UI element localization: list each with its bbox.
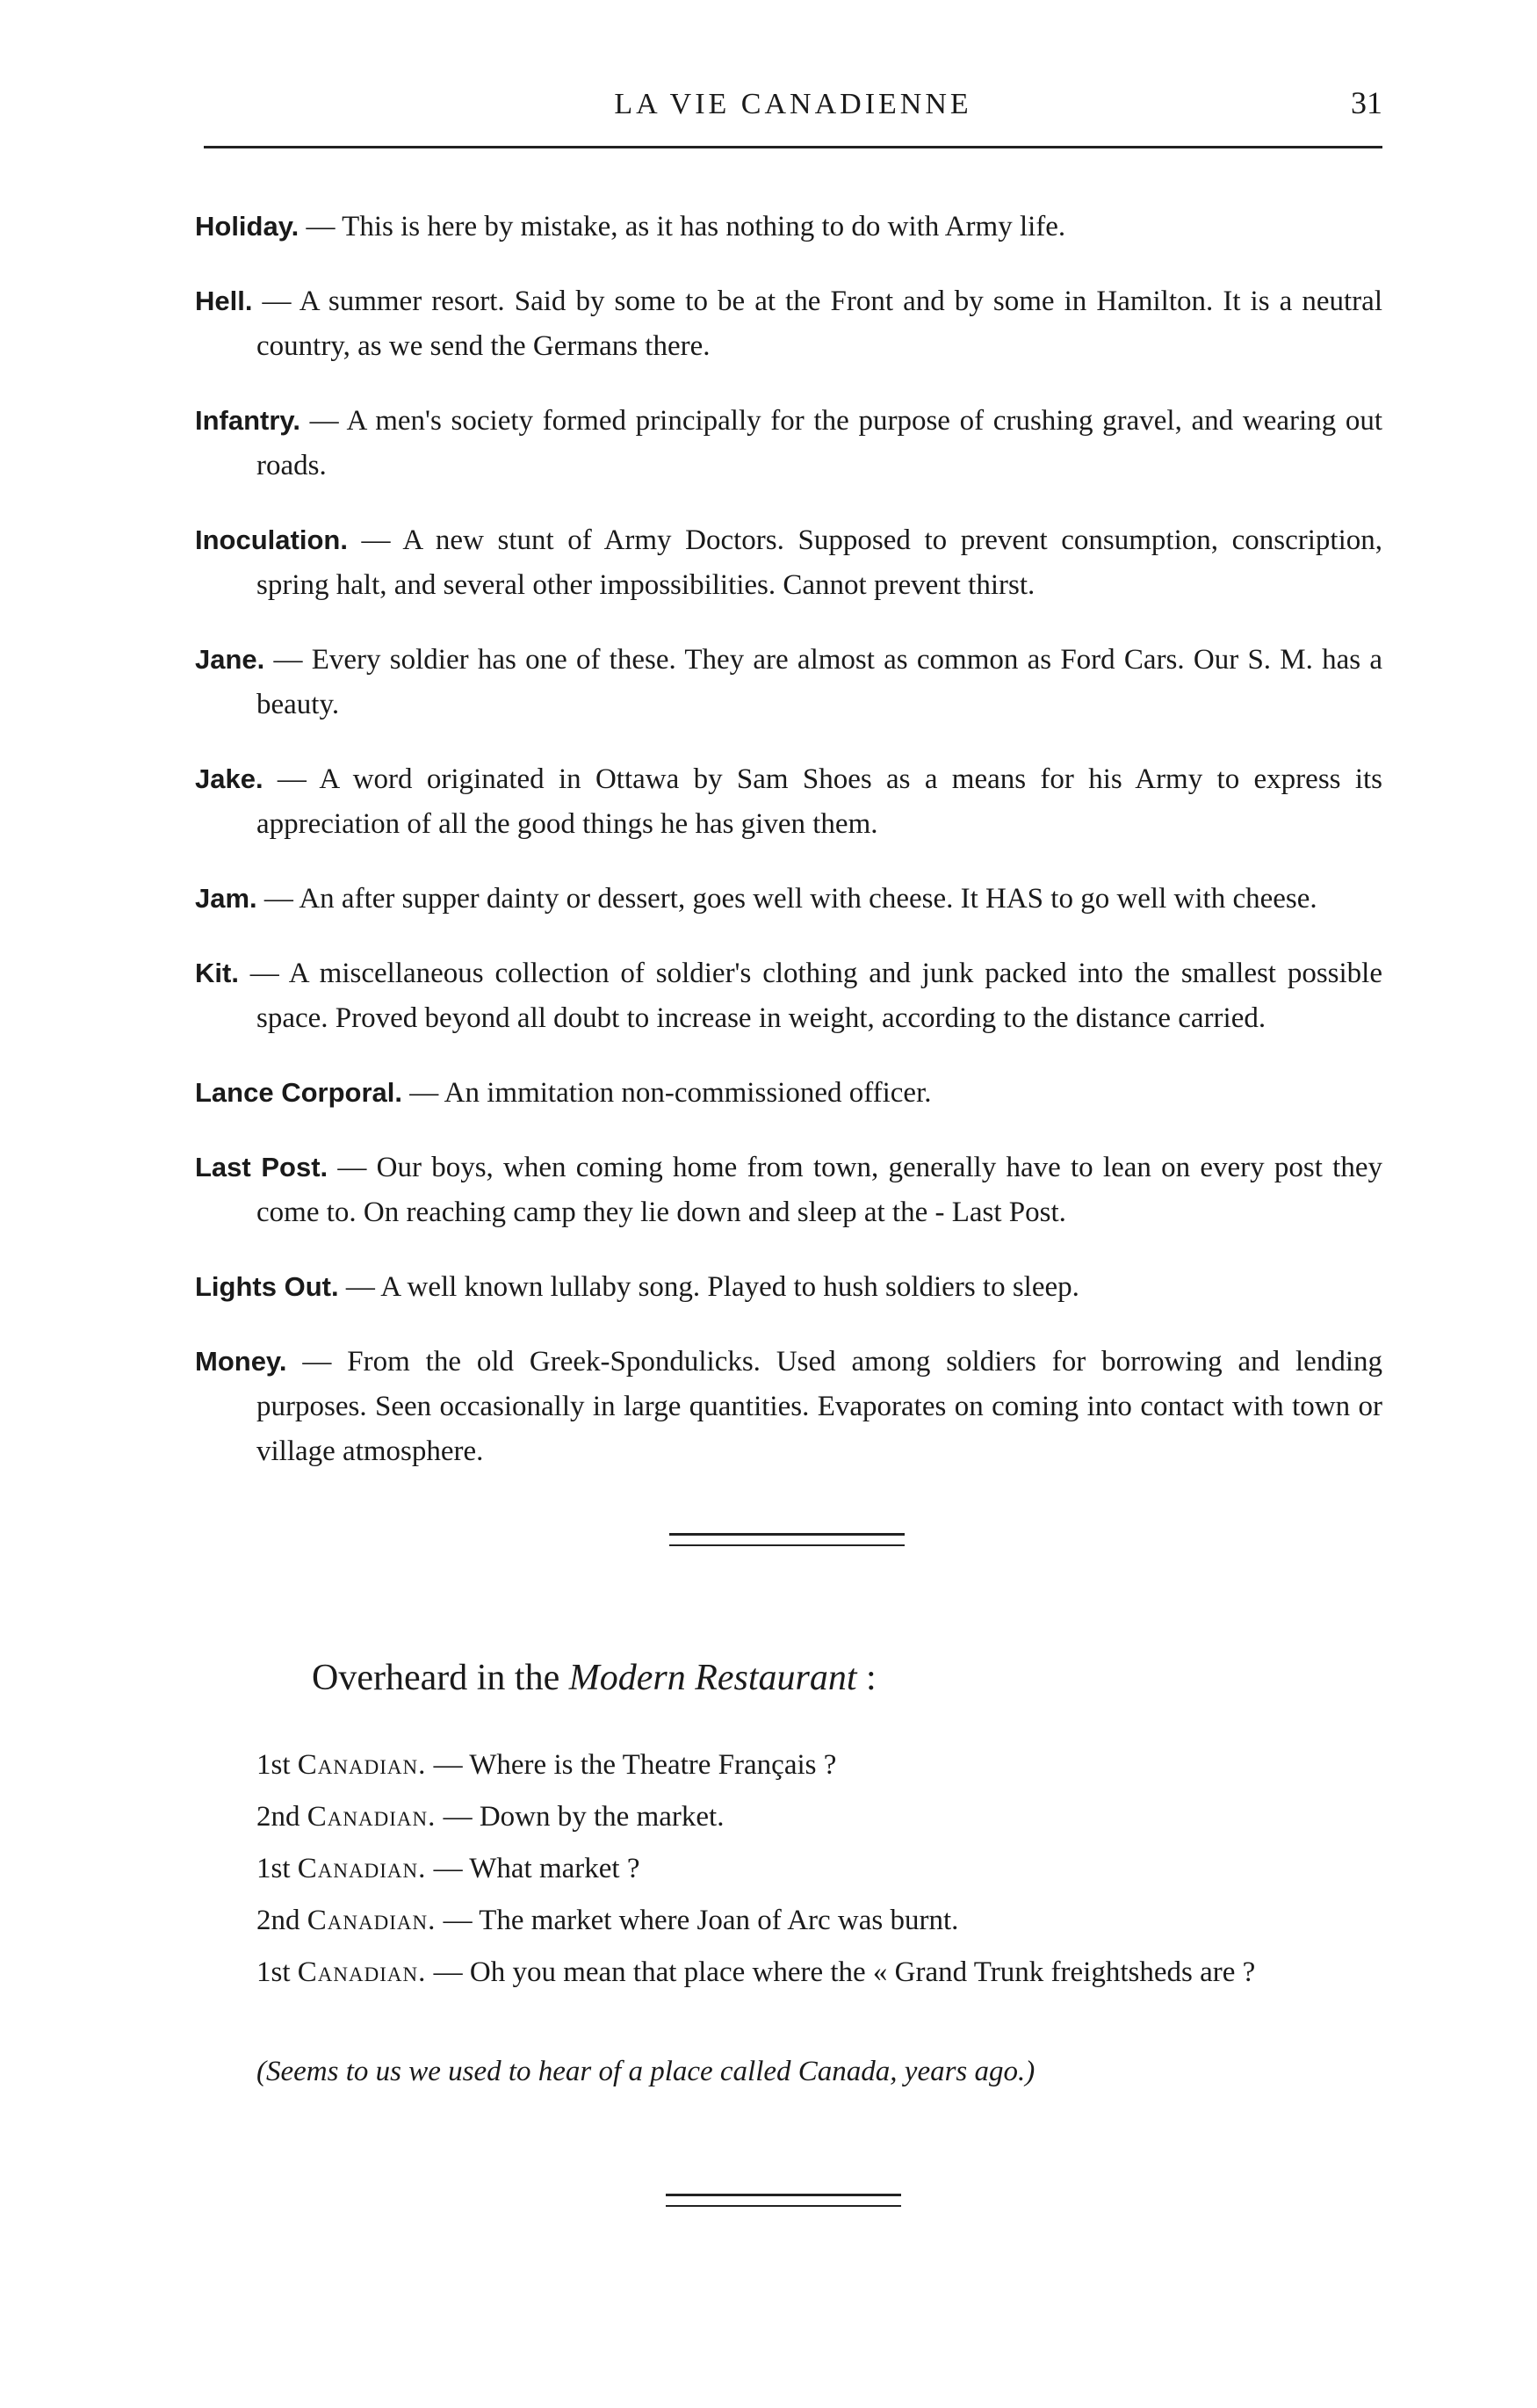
glossary-definition: — From the old Greek-Spondulicks. Used among soldiers for borrowing and lending purposes. Seen occasionally in large quantities. Evaporates on coming into contact with town or village atmosphere.: [256, 1346, 1382, 1467]
glossary-definition: — Our boys, when coming home from town, generally have to lean on every post they come to. On reaching camp they lie down and sleep at the - Last Post.: [256, 1152, 1382, 1228]
glossary-definition: — A new stunt of Army Doctors. Supposed to prevent consumption, conscription, spring halt, and several other impossibilities. Cannot prevent thirst.: [256, 524, 1382, 601]
running-title: LA VIE CANADIENNE: [614, 88, 972, 120]
dialogue-line: [195, 1843, 1382, 1895]
glossary-definition: — Every soldier has one of these. They are almost as common as Ford Cars. Our S. M. has a beauty.: [256, 644, 1382, 720]
glossary-definition: — A men's society formed principally for the purpose of crushing gravel, and wearing out roads.: [256, 405, 1382, 481]
glossary-entry-jake: [195, 756, 1382, 847]
speaker-number: 1st: [256, 1749, 298, 1781]
glossary-definition: — A summer resort. Said by some to be at the Front and by some in Hamilton. It is a neutral country, as we send the Germans there.: [252, 286, 1382, 362]
speaker-number: 1st: [256, 1956, 298, 1988]
glossary-term: Jane.: [195, 644, 265, 675]
glossary-definition: — An after supper dainty or dessert, goes well with cheese. It HAS to go well with cheese.: [256, 883, 1317, 915]
glossary-definition: — An immitation non-commissioned officer.: [402, 1077, 932, 1109]
section-divider: [669, 1533, 905, 1546]
glossary-entry-kit: [195, 951, 1382, 1041]
glossary-term: Jake.: [195, 763, 263, 794]
dialogue-text: — What market ?: [426, 1853, 640, 1884]
glossary-term: Infantry.: [195, 405, 300, 436]
glossary-term: Money.: [195, 1346, 287, 1377]
glossary-term: Kit.: [195, 958, 239, 988]
dialogue: [195, 1739, 1382, 1994]
glossary-entry-jam: [195, 876, 1382, 922]
glossary-term: Last Post.: [195, 1152, 328, 1182]
speaker-name: Canadian.: [307, 1801, 437, 1833]
header-rule: [204, 146, 1382, 148]
dialogue-line: [195, 1895, 1382, 1947]
glossary-term: Inoculation.: [195, 524, 348, 555]
glossary-entry-inoculation: [195, 517, 1382, 608]
page-header: [204, 85, 1382, 149]
glossary-entry-holiday: [195, 204, 1382, 249]
section-divider: [666, 2194, 901, 2207]
glossary-entry-infantry: [195, 398, 1382, 488]
closing-remark: (Seems to us we used to hear of a place called Canada, years ago.): [256, 2056, 1035, 2087]
glossary-entry-lance-corporal: [195, 1070, 1382, 1116]
story-title: [312, 1657, 877, 1699]
glossary-term: Lights Out.: [195, 1271, 339, 1302]
speaker-name: Canadian.: [307, 1905, 437, 1936]
story-title-italic: Modern Restaurant: [568, 1658, 857, 1698]
speaker-number: 2nd: [256, 1905, 307, 1936]
glossary-term: Hell.: [195, 286, 253, 316]
dialogue-text: — Oh you mean that place where the « Grand Trunk freightsheds are ?: [426, 1956, 1256, 1988]
glossary-definition: — A word originated in Ottawa by Sam Shoes as a means for his Army to express its appreciation of all the good things he has given them.: [256, 763, 1382, 840]
glossary-entry-jane: [195, 637, 1382, 727]
glossary-entry-last-post: [195, 1145, 1382, 1235]
glossary-definition: — A well known lullaby song. Played to hush soldiers to sleep.: [338, 1271, 1079, 1303]
dialogue-text: — Down by the market.: [436, 1801, 725, 1833]
glossary-definition: — A miscellaneous collection of soldier's clothing and junk packed into the smallest possible space. Proved beyond all doubt to increase in weight, according to the distance carried.: [238, 958, 1382, 1034]
story-title-plain: Overheard in the: [312, 1658, 569, 1698]
glossary-term: Jam.: [195, 883, 257, 914]
dialogue-text: — Where is the Theatre Français ?: [426, 1749, 837, 1781]
page-number: 31: [1351, 85, 1382, 120]
dialogue-text: — The market where Joan of Arc was burnt.: [436, 1905, 959, 1936]
glossary-term: Holiday.: [195, 211, 299, 242]
glossary-entry-money: [195, 1339, 1382, 1474]
dialogue-line: [195, 1791, 1382, 1843]
story-title-end: :: [856, 1658, 877, 1698]
dialogue-line: [195, 1739, 1382, 1791]
speaker-name: Canadian.: [297, 1853, 427, 1884]
speaker-name: Canadian.: [297, 1749, 427, 1781]
speaker-number: 2nd: [256, 1801, 307, 1833]
glossary: [195, 204, 1382, 1484]
glossary-entry-lights-out: [195, 1264, 1382, 1310]
glossary-entry-hell: [195, 278, 1382, 369]
glossary-definition: — This is here by mistake, as it has nothing to do with Army life.: [299, 211, 1066, 242]
dialogue-line: [195, 1947, 1382, 1994]
speaker-name: Canadian.: [297, 1956, 427, 1988]
speaker-number: 1st: [256, 1853, 298, 1884]
glossary-term: Lance Corporal.: [195, 1077, 402, 1108]
